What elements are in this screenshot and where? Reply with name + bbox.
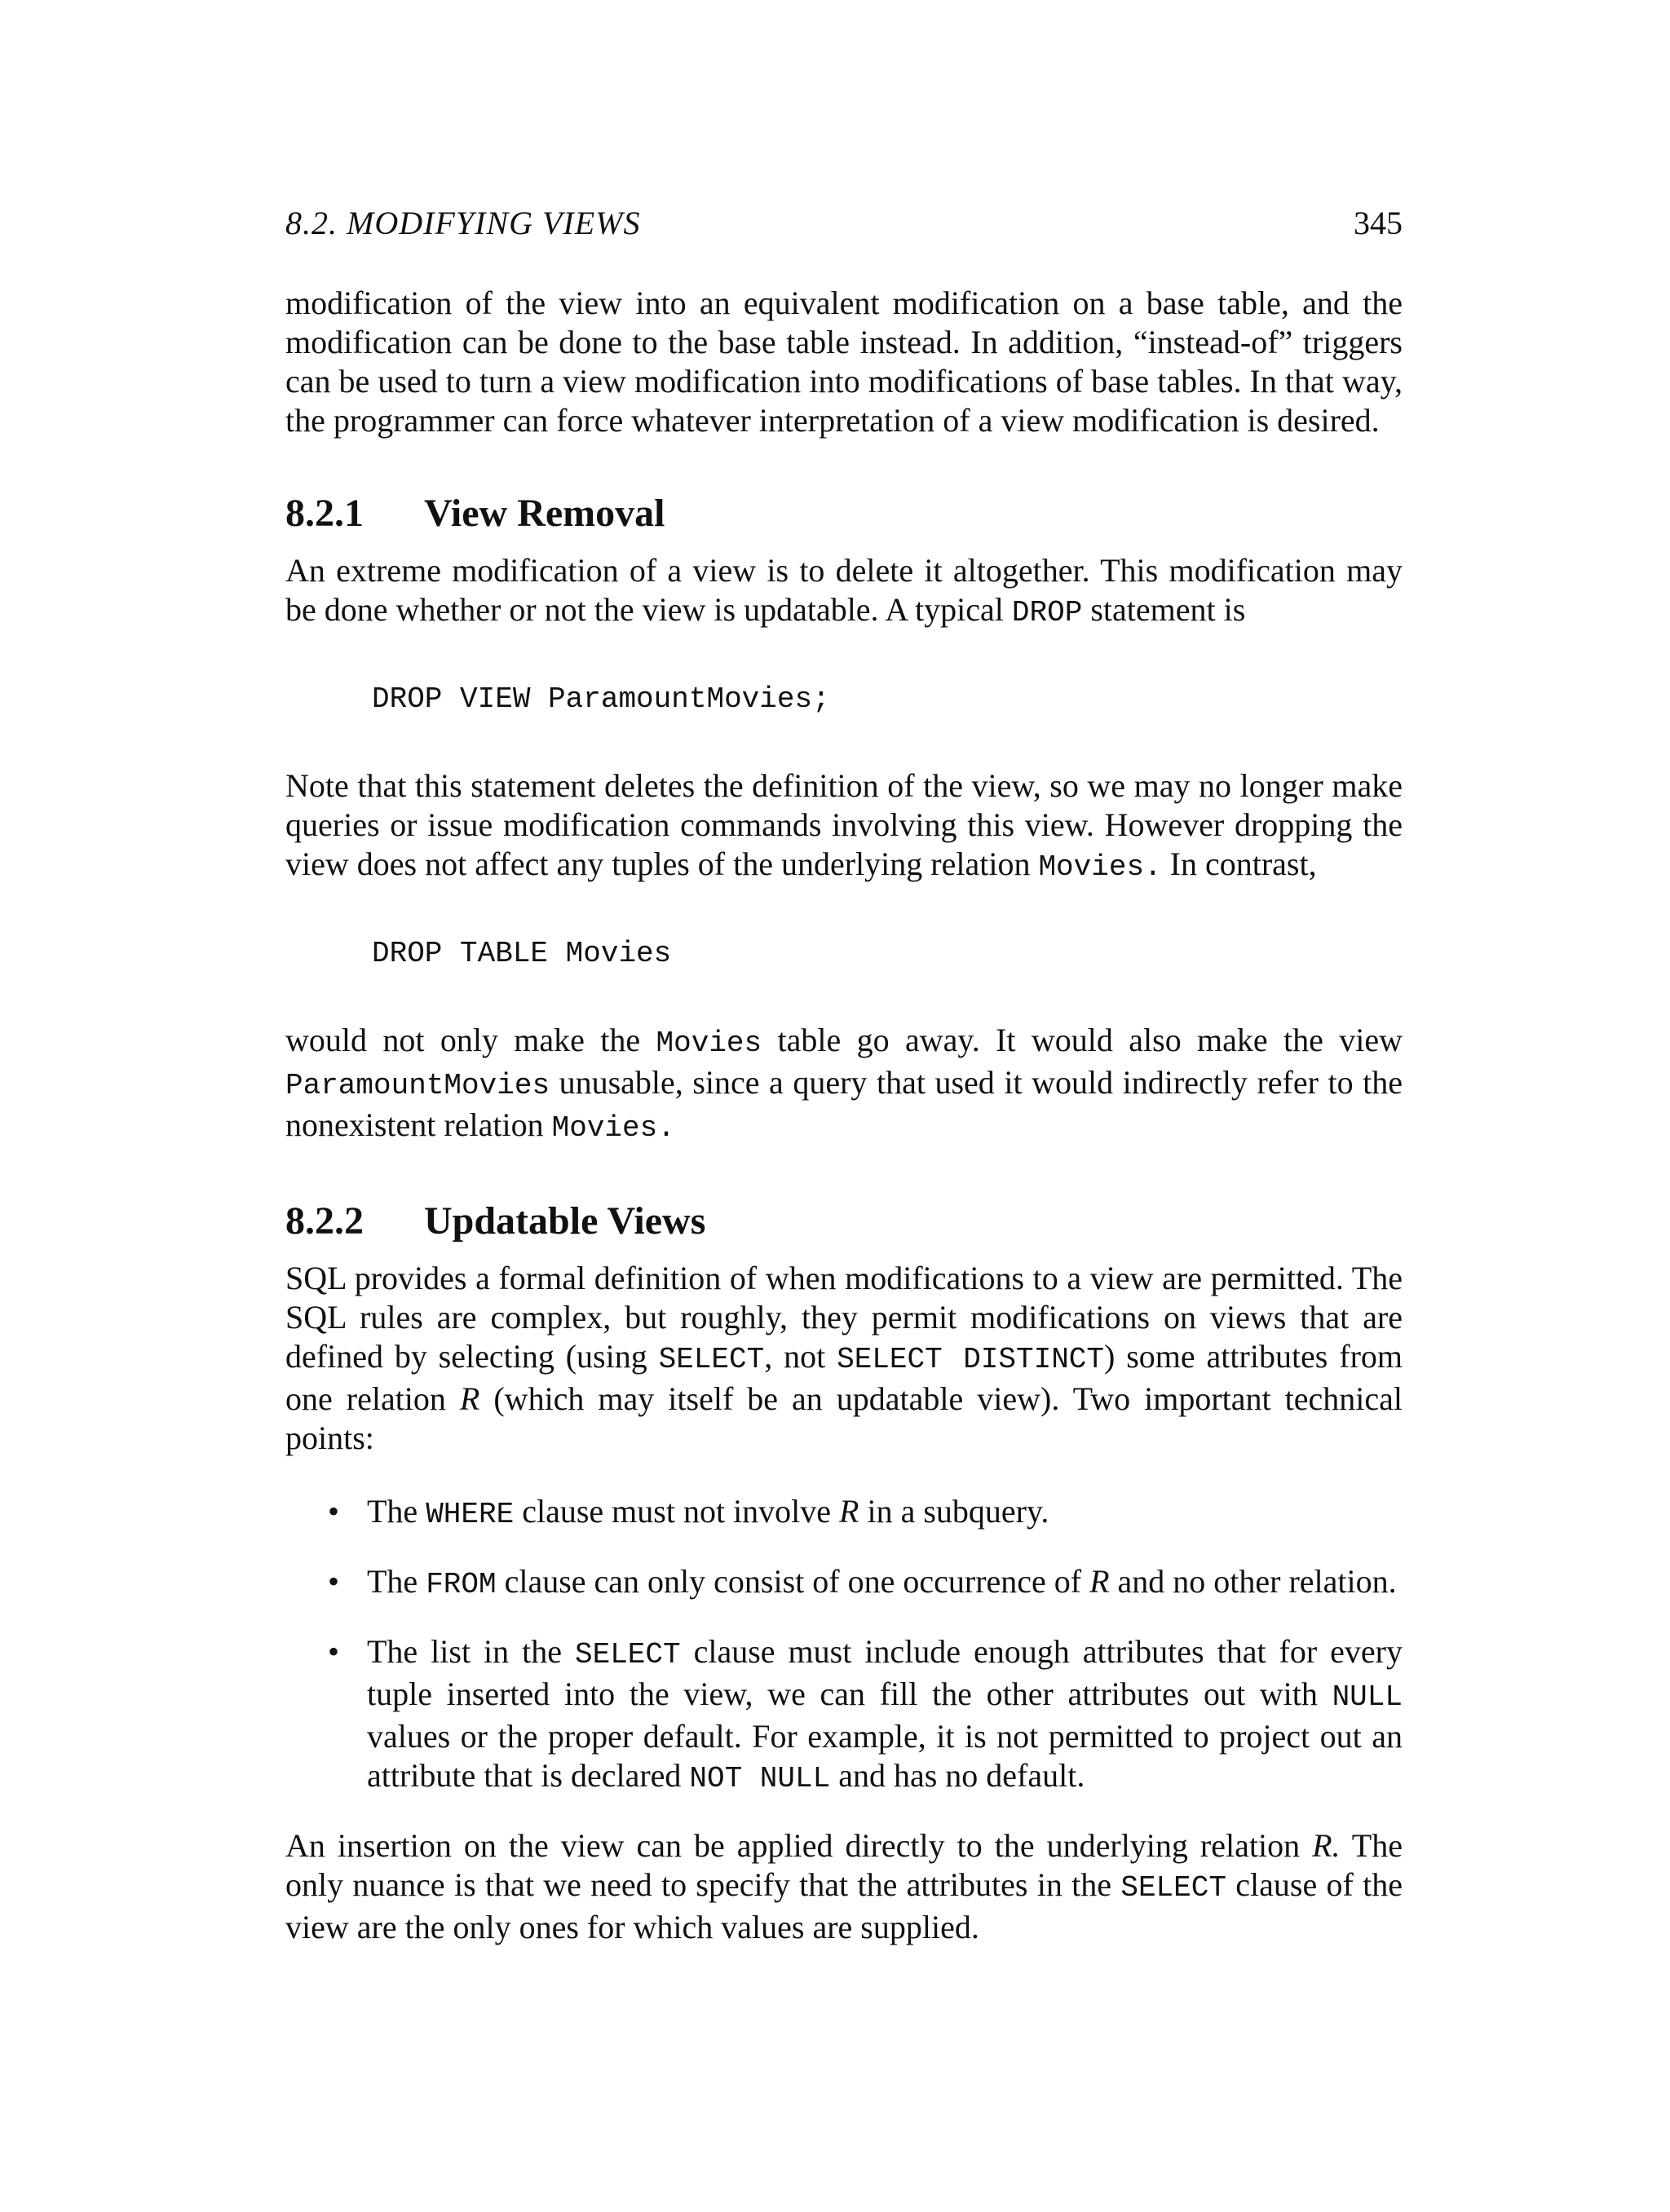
section-number: 8.2.2 xyxy=(285,1199,364,1243)
inline-code: WHERE xyxy=(426,1498,515,1531)
inline-code: Movies. xyxy=(1038,850,1162,884)
math-variable: R. xyxy=(1312,1827,1341,1864)
inline-code: ParamountMovies xyxy=(285,1069,550,1102)
inline-code: NULL xyxy=(1332,1680,1403,1714)
inline-code: FROM xyxy=(426,1568,497,1601)
running-title: 8.2. MODIFYING VIEWS xyxy=(285,205,641,241)
math-variable: R xyxy=(459,1380,480,1417)
text-run: in a subquery. xyxy=(859,1493,1049,1530)
text-run: statement is xyxy=(1082,591,1246,628)
math-variable: R xyxy=(839,1493,859,1530)
inline-code: NOT NULL xyxy=(689,1762,831,1795)
list-item xyxy=(285,1562,1403,1605)
text-run: and no other relation. xyxy=(1109,1563,1397,1600)
code-block: DROP TABLE Movies xyxy=(372,937,672,970)
text-run: would not only make the xyxy=(285,1022,656,1058)
text-run: Note that this statement deletes the definition of the view, so we may no longer make queries or issue modification commands involving this view. However dropping the view does not affect any tuples of the underlying relation xyxy=(285,767,1403,882)
text-run: The xyxy=(367,1563,426,1600)
text-run: ) some attributes from one relation xyxy=(285,1338,1403,1417)
bullet-list xyxy=(285,1492,1403,1799)
paragraph xyxy=(285,1259,1403,1458)
section-heading-updatable-views xyxy=(285,1199,1403,1244)
text-run: (which may itself be an updatable view). Two important technical points: xyxy=(285,1380,1403,1456)
text-run: In contrast, xyxy=(1161,846,1317,882)
text-run: values or the proper default. For example, it is not permitted to project out an attribute that is declared xyxy=(367,1718,1403,1794)
text-run: , not xyxy=(764,1338,837,1375)
book-page xyxy=(285,204,1403,1947)
page-number: 345 xyxy=(1354,205,1403,241)
page-header xyxy=(285,204,1403,243)
inline-code: Movies. xyxy=(551,1111,675,1145)
paragraph xyxy=(285,766,1403,887)
math-variable: R xyxy=(1089,1563,1110,1600)
text-run: SQL provides a formal definition of when modifications to a view are permitted. The SQL rules are complex, but roughly, they permit modifications on views that are defined by selecting (using xyxy=(285,1260,1403,1375)
text-run: clause must not involve xyxy=(514,1493,840,1530)
inline-code: SELECT xyxy=(1120,1871,1226,1905)
text-run: clause can only consist of one occurrence of xyxy=(496,1563,1090,1600)
text-run: An extreme modification of a view is to delete it altogether. This modification may be done whether or not the view is updatable. A typical xyxy=(285,552,1403,628)
text-run: unusable, since a query that used it would indirectly refer to the nonexistent relation xyxy=(285,1064,1403,1143)
section-number: 8.2.1 xyxy=(285,492,364,535)
list-item xyxy=(285,1632,1403,1799)
text-run: and has no default. xyxy=(830,1757,1085,1794)
inline-code: DROP xyxy=(1011,596,1083,629)
paragraph xyxy=(285,1021,1403,1148)
text-run: clause of the view are the only ones for which values are supplied. xyxy=(285,1866,1403,1945)
text-run: table go away. It would also make the view xyxy=(762,1022,1403,1058)
text-run: The only nuance is that we need to specify that the attributes in the xyxy=(285,1827,1403,1903)
text-run: An insertion on the view can be applied directly to the underlying relation xyxy=(285,1827,1313,1864)
text-run: clause must include enough attributes that for every tuple inserted into the view, we can fill the other attributes out with xyxy=(367,1633,1403,1712)
inline-code: SELECT xyxy=(575,1638,681,1671)
code-block: DROP VIEW ParamountMovies; xyxy=(372,682,830,716)
text-run: The list in the xyxy=(367,1633,575,1670)
section-title: Updatable Views xyxy=(424,1199,706,1243)
inline-code: SELECT xyxy=(658,1343,765,1376)
paragraph xyxy=(285,551,1403,633)
inline-code: Movies xyxy=(656,1027,762,1060)
section-heading-view-removal xyxy=(285,491,1403,536)
section-title: View Removal xyxy=(424,492,665,535)
text-run: The xyxy=(367,1493,426,1530)
intro-paragraph: modification of the view into an equivalent modification on a base table, and the modification can be done to the base table instead. In addition, “instead-of” triggers can be used to turn a view modification into modifications of base tables. In that way, the programmer can force whatever interpretation of a view modification is desired. xyxy=(285,285,1403,439)
list-item xyxy=(285,1492,1403,1534)
paragraph xyxy=(285,1826,1403,1947)
bullet-icon: • xyxy=(328,1493,340,1530)
inline-code: SELECT DISTINCT xyxy=(837,1343,1105,1376)
bullet-icon: • xyxy=(328,1633,340,1670)
bullet-icon: • xyxy=(328,1563,340,1600)
